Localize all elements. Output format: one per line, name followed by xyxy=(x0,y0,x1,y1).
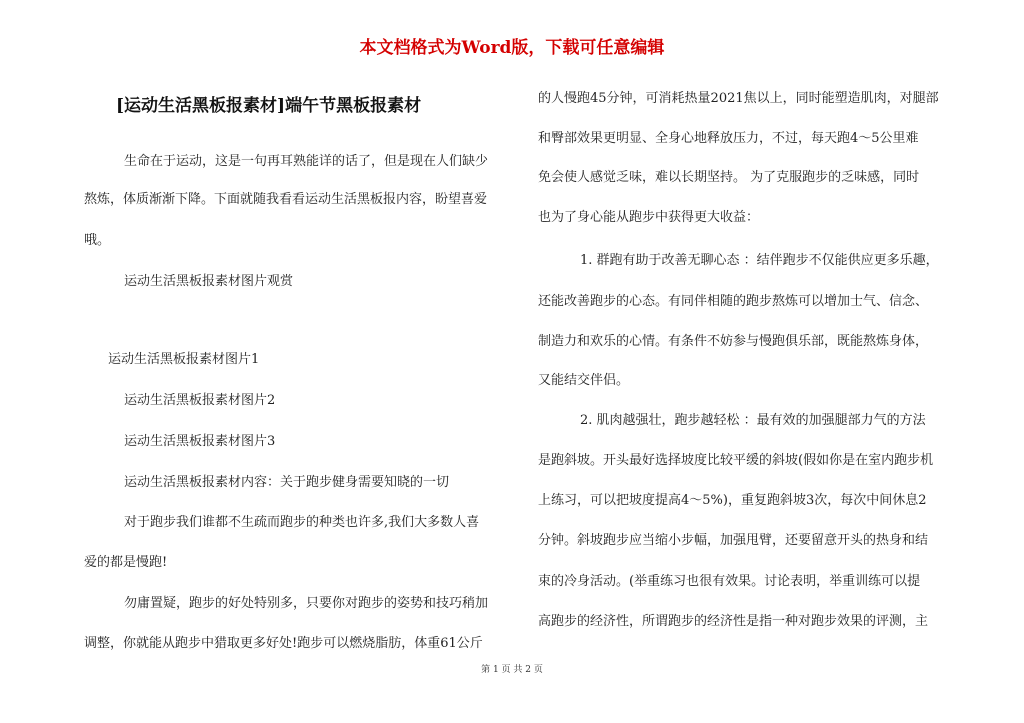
download-banner: 本文档格式为Word版，下载可任意编辑 xyxy=(359,38,665,58)
left-line: 熬炼，体质渐渐下降。下面就随我看看运动生活黑板报内容，盼望喜爱 xyxy=(84,192,488,207)
left-line: 运动生活黑板报素材内容：关于跑步健身需要知晓的一切 xyxy=(124,475,450,490)
right-line: 又能结交伴侣。 xyxy=(538,373,630,388)
right-line: 2. 肌肉越强壮，跑步越轻松 ：最有效的加强腿部力气的方法 xyxy=(580,413,926,428)
right-line: 高跑步的经济性，所谓跑步的经济性是指一种对跑步效果的评测，主 xyxy=(538,614,929,629)
left-line: 调整，你就能从跑步中猎取更多好处!跑步可以燃烧脂肪，体重61公斤 xyxy=(84,636,483,651)
right-line: 和臀部效果更明显、全身心地释放压力，不过，每天跑4～5公里难 xyxy=(538,131,919,146)
right-line: 分钟。斜坡跑步应当缩小步幅，加强甩臂，还要留意开头的热身和结 xyxy=(538,533,929,548)
right-line: 免会使人感觉乏味，难以长期坚持。 为了克服跑步的乏味感，同时 xyxy=(538,170,920,185)
page-title: [运动生活黑板报素材]端午节黑板报素材 xyxy=(116,96,422,116)
right-line: 制造力和欢乐的心情。有条件不妨参与慢跑俱乐部，既能熬炼身体， xyxy=(538,334,929,349)
left-line: 运动生活黑板报素材图片观赏 xyxy=(124,274,294,289)
right-line: 还能改善跑步的心态。有同伴相随的跑步熬炼可以增加士气、信念、 xyxy=(538,294,929,309)
right-line: 束的冷身活动。(举重练习也很有效果。讨论表明，举重训练可以提 xyxy=(538,574,921,589)
left-line: 运动生活黑板报素材图片3 xyxy=(124,434,276,449)
left-line: 运动生活黑板报素材图片2 xyxy=(124,393,276,408)
left-line: 爱的都是慢跑! xyxy=(84,555,168,570)
left-line: 对于跑步我们谁都不生疏而跑步的种类也许多,我们大多数人喜 xyxy=(124,515,480,530)
left-line: 勿庸置疑，跑步的好处特别多，只要你对跑步的姿势和技巧稍加 xyxy=(124,596,489,611)
right-line: 是跑斜坡。开头最好选择坡度比较平缓的斜坡(假如你是在室内跑步机 xyxy=(538,453,934,468)
left-line: 哦。 xyxy=(84,233,111,248)
right-line: 也为了身心能从跑步中获得更大收益： xyxy=(538,210,760,225)
page-number: 第 1 页 共 2 页 xyxy=(481,665,543,675)
left-line: 生命在于运动，这是一句再耳熟能详的话了，但是现在人们缺少 xyxy=(124,154,489,169)
right-line: 1. 群跑有助于改善无聊心态 ：结伴跑步不仅能供应更多乐趣， xyxy=(580,253,939,268)
right-line: 的人慢跑45分钟，可消耗热量2021焦以上，同时能塑造肌肉，对腿部 xyxy=(538,91,939,106)
left-line: 运动生活黑板报素材图片1 xyxy=(108,352,260,367)
right-line: 上练习，可以把坡度提高4～5%)，重复跑斜坡3次，每次中间休息2 xyxy=(538,493,927,508)
